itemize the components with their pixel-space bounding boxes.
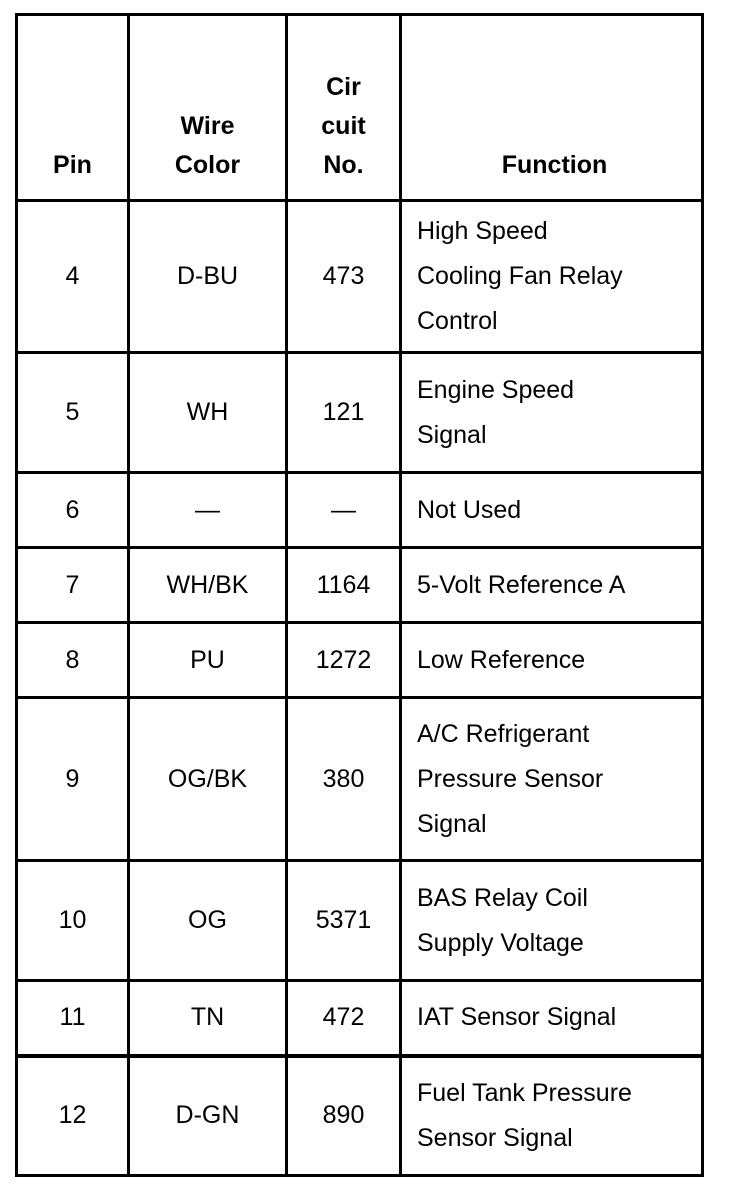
table-row xyxy=(17,861,703,981)
header-wire-color xyxy=(129,15,287,201)
circuit-cell: 473 xyxy=(287,201,401,353)
circuit-cell: 380 xyxy=(287,698,401,861)
function-line: Signal xyxy=(417,420,487,449)
wire-color-cell: PU xyxy=(129,623,287,698)
header-function-line: Function xyxy=(501,151,608,179)
function-cell xyxy=(401,698,703,861)
function-cell xyxy=(401,623,703,698)
header-circuit-no xyxy=(287,15,401,201)
function-line: Fuel Tank Pressure xyxy=(417,1078,632,1107)
function-line: IAT Sensor Signal xyxy=(417,1003,617,1032)
circuit-cell: 121 xyxy=(287,353,401,473)
table-row xyxy=(17,353,703,473)
pin-cell: 5 xyxy=(17,353,129,473)
function-line: 5-Volt Reference A xyxy=(417,570,626,599)
header-circuit-no-line: cuit xyxy=(321,112,366,140)
function-line: Signal xyxy=(417,809,487,838)
function-line: Supply Voltage xyxy=(417,928,584,957)
wire-color-cell: WH/BK xyxy=(129,548,287,623)
function-cell xyxy=(401,201,703,353)
function-line: Control xyxy=(417,307,498,335)
pin-cell: 9 xyxy=(17,698,129,861)
pin-cell: 10 xyxy=(17,861,129,981)
header-wire-color-line: Color xyxy=(174,151,241,179)
function-cell xyxy=(401,473,703,548)
table-row xyxy=(17,623,703,698)
function-cell xyxy=(401,981,703,1056)
function-line: Engine Speed xyxy=(417,375,575,404)
function-line: BAS Relay Coil xyxy=(417,883,588,912)
function-cell xyxy=(401,548,703,623)
circuit-cell: — xyxy=(287,473,401,548)
wire-color-cell: D-BU xyxy=(129,201,287,353)
header-row xyxy=(17,15,703,201)
circuit-cell: 5371 xyxy=(287,861,401,981)
header-circuit-no-line: Cir xyxy=(326,73,361,101)
wire-color-cell: OG xyxy=(129,861,287,981)
table-row xyxy=(17,981,703,1056)
wire-color-cell: WH xyxy=(129,353,287,473)
function-line: Cooling Fan Relay xyxy=(417,262,623,290)
function-cell xyxy=(401,861,703,981)
header-pin xyxy=(17,15,129,201)
header-function xyxy=(401,15,703,201)
header-wire-color-line: Wire xyxy=(180,112,235,140)
pin-cell: 8 xyxy=(17,623,129,698)
function-line: Pressure Sensor xyxy=(417,764,604,793)
pin-cell: 6 xyxy=(17,473,129,548)
connector-pin-table xyxy=(15,13,704,1177)
function-line: Not Used xyxy=(417,495,522,524)
wire-color-cell: D-GN xyxy=(129,1056,287,1176)
function-line: Low Reference xyxy=(417,645,586,674)
wire-color-cell: OG/BK xyxy=(129,698,287,861)
function-cell xyxy=(401,1056,703,1176)
pin-cell: 11 xyxy=(17,981,129,1056)
header-circuit-no-line: No. xyxy=(323,151,364,179)
function-cell xyxy=(401,353,703,473)
table-row xyxy=(17,698,703,861)
circuit-cell: 1272 xyxy=(287,623,401,698)
wire-color-cell: TN xyxy=(129,981,287,1056)
table-row xyxy=(17,1056,703,1176)
table-row xyxy=(17,548,703,623)
pin-cell: 7 xyxy=(17,548,129,623)
header-pin-line: Pin xyxy=(53,151,92,179)
wire-color-cell: — xyxy=(129,473,287,548)
table-row xyxy=(17,201,703,353)
function-line: High Speed xyxy=(417,217,548,245)
circuit-cell: 1164 xyxy=(287,548,401,623)
pin-cell: 4 xyxy=(17,201,129,353)
circuit-cell: 472 xyxy=(287,981,401,1056)
circuit-cell: 890 xyxy=(287,1056,401,1176)
function-line: Sensor Signal xyxy=(417,1123,573,1152)
function-line: A/C Refrigerant xyxy=(417,719,590,748)
table-row xyxy=(17,473,703,548)
pin-cell: 12 xyxy=(17,1056,129,1176)
